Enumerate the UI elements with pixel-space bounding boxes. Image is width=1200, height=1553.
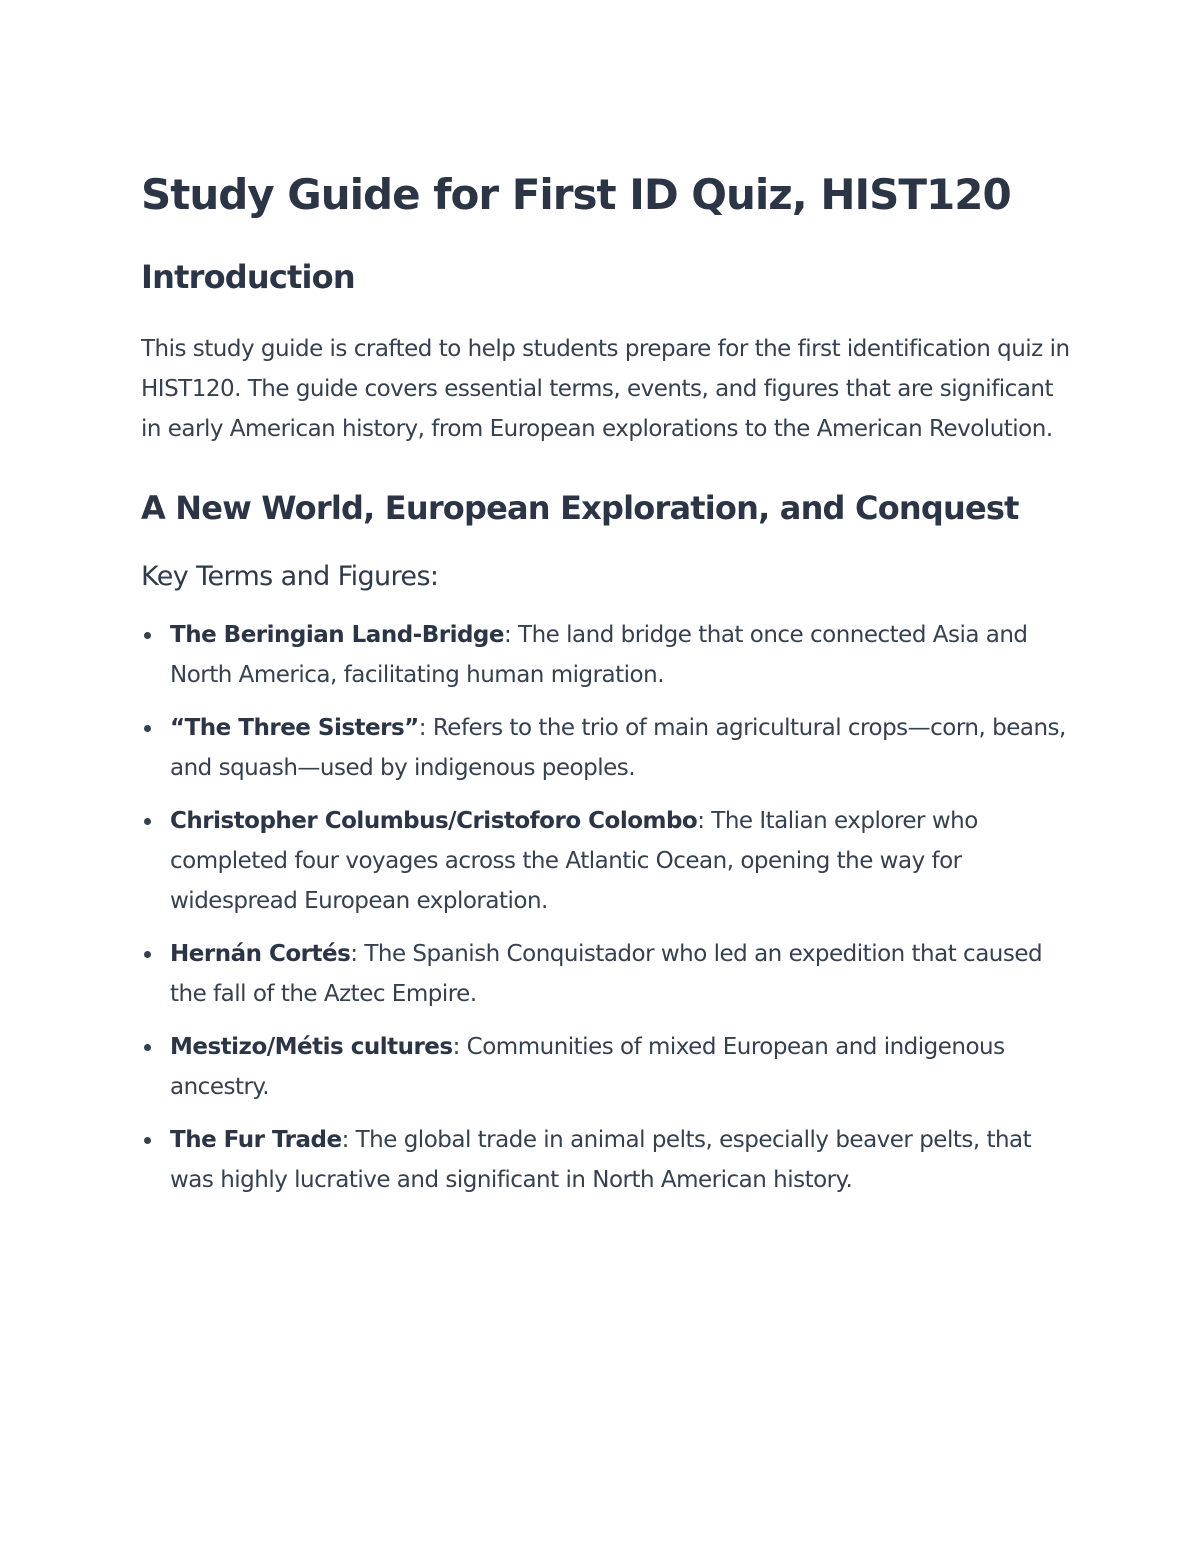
term-description: : The Spanish Conquistador who led an expedition that caused the fall of the Aztec Empire.	[170, 941, 1043, 1007]
bullet-icon	[144, 951, 151, 958]
list-item	[141, 801, 1071, 921]
term-label: The Fur Trade	[170, 1127, 342, 1153]
term-label: Christopher Columbus/Cristoforo Colombo	[170, 808, 698, 834]
term-label: Hernán Cortés	[170, 941, 351, 967]
bullet-icon	[144, 725, 151, 732]
term-label: The Beringian Land-Bridge	[170, 622, 504, 648]
key-terms-subheading: Key Terms and Figures:	[141, 561, 439, 592]
term-description: : Refers to the trio of main agricultural crops—corn, beans, and squash—used by indigenous peoples.	[170, 715, 1066, 781]
term-description: : Communities of mixed European and indigenous ancestry.	[170, 1034, 1005, 1100]
bullet-icon	[144, 1044, 151, 1051]
bullet-icon	[144, 818, 151, 825]
bullet-icon	[144, 1137, 151, 1144]
term-description: : The Italian explorer who completed four voyages across the Atlantic Ocean, opening the way for widespread European exploration.	[170, 808, 978, 914]
key-terms-list	[141, 615, 1071, 1200]
bullet-icon	[144, 632, 151, 639]
term-description: : The land bridge that once connected Asia and North America, facilitating human migration.	[170, 622, 1028, 688]
term-label: Mestizo/Métis cultures	[170, 1034, 453, 1060]
list-item	[141, 1027, 1071, 1107]
list-item	[141, 1120, 1071, 1200]
list-item	[141, 708, 1071, 788]
section-heading: A New World, European Exploration, and Conquest	[141, 489, 1019, 527]
term-label: “The Three Sisters”	[170, 715, 419, 741]
term-description: : The global trade in animal pelts, especially beaver pelts, that was highly lucrative and significant in North American history.	[170, 1127, 1032, 1193]
list-item	[141, 615, 1071, 695]
document-title: Study Guide for First ID Quiz, HIST120	[141, 170, 1011, 219]
introduction-heading: Introduction	[141, 258, 355, 296]
document-page	[141, 165, 1071, 1213]
introduction-paragraph: This study guide is crafted to help students prepare for the first identification quiz in HIST120. The guide covers essential terms, events, and figures that are significant in early American history, from European explorations to the American Revolution.	[141, 336, 1070, 442]
list-item	[141, 934, 1071, 1014]
